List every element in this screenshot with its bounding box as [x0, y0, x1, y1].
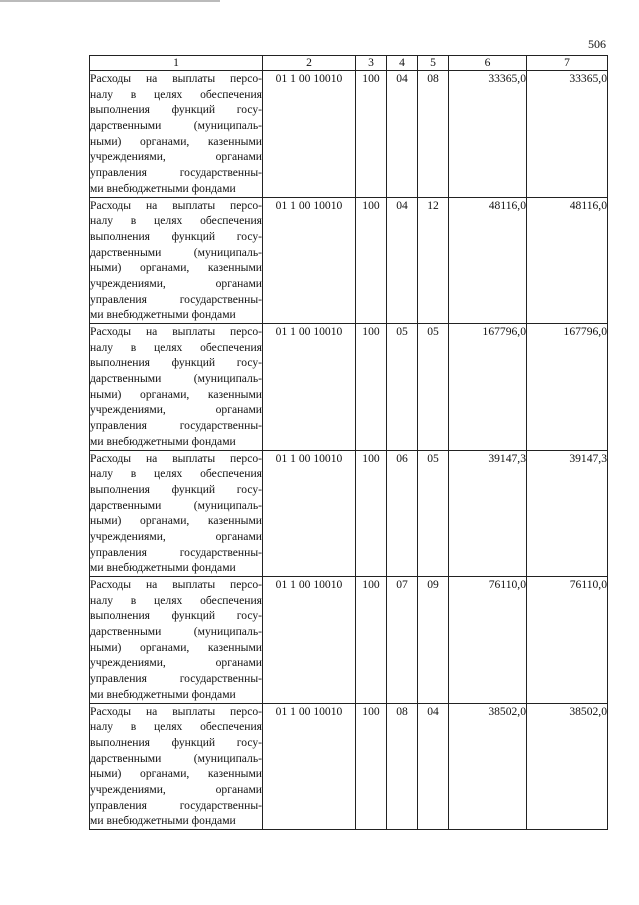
description-cell [90, 197, 263, 324]
description-line: ными) органами, казенными [90, 387, 262, 401]
page-number: 506 [588, 37, 606, 51]
col5-cell: 12 [418, 197, 449, 324]
description-line: ми внебюджетными фондами [90, 814, 236, 828]
col5-cell: 05 [418, 450, 449, 577]
description-cell [90, 450, 263, 577]
amount-col6-cell: 76110,0 [449, 577, 527, 704]
description-line: выполнения функций госу- [90, 609, 262, 623]
col3-cell: 100 [356, 197, 387, 324]
col3-cell: 100 [356, 450, 387, 577]
description-line: выполнения функций госу- [90, 103, 262, 117]
header-cell: 6 [449, 56, 527, 71]
table-row [90, 197, 608, 324]
description-line: налу в целях обеспечения [90, 720, 262, 734]
budget-code-cell: 01 1 00 10010 [263, 577, 356, 704]
description-line: ными) органами, казенными [90, 767, 262, 781]
description-line: выполнения функций госу- [90, 482, 262, 496]
col3-cell: 100 [356, 71, 387, 198]
description-line: ными) органами, казенными [90, 134, 262, 148]
col3-cell: 100 [356, 324, 387, 451]
description-line: учреждениями, органами [90, 656, 262, 670]
description-line: учреждениями, органами [90, 276, 262, 290]
description-line: Расходы на выплаты персо- [90, 72, 262, 85]
amount-col6-cell: 167796,0 [449, 324, 527, 451]
description-line: дарственными (муниципаль- [90, 245, 262, 259]
description-line: ми внебюджетными фондами [90, 181, 236, 195]
description-line: налу в целях обеспечения [90, 340, 262, 354]
description-line: ными) органами, казенными [90, 640, 262, 654]
description-line: ми внебюджетными фондами [90, 687, 236, 701]
description-line: ными) органами, казенными [90, 261, 262, 275]
description-line: дарственными (муниципаль- [90, 751, 262, 765]
budget-code-cell: 01 1 00 10010 [263, 197, 356, 324]
description-line: учреждениями, органами [90, 782, 262, 796]
description-line: управления государственны- [90, 419, 262, 433]
col3-cell: 100 [356, 577, 387, 704]
description-line: выполнения функций госу- [90, 735, 262, 749]
description-line: управления государственны- [90, 166, 262, 180]
description-line: Расходы на выплаты персо- [90, 325, 262, 338]
table-row [90, 703, 608, 830]
description-line: Расходы на выплаты персо- [90, 578, 262, 591]
description-line: дарственными (муниципаль- [90, 372, 262, 386]
amount-col7-cell: 33365,0 [527, 71, 608, 198]
col4-cell: 08 [387, 703, 418, 830]
amount-col6-cell: 48116,0 [449, 197, 527, 324]
description-line: учреждениями, органами [90, 150, 262, 164]
description-line: учреждениями, органами [90, 403, 262, 417]
col5-cell: 08 [418, 71, 449, 198]
header-cell: 1 [90, 56, 263, 71]
description-line: дарственными (муниципаль- [90, 625, 262, 639]
table-row [90, 71, 608, 198]
header-cell: 5 [418, 56, 449, 71]
header-cell: 4 [387, 56, 418, 71]
header-cell: 2 [263, 56, 356, 71]
col3-cell: 100 [356, 703, 387, 830]
description-line: дарственными (муниципаль- [90, 119, 262, 133]
description-line: Расходы на выплаты персо- [90, 704, 262, 718]
col4-cell: 04 [387, 71, 418, 198]
description-line: учреждениями, органами [90, 529, 262, 543]
description-line: налу в целях обеспечения [90, 467, 262, 481]
col4-cell: 04 [387, 197, 418, 324]
table-row [90, 450, 608, 577]
description-line: ми внебюджетными фондами [90, 308, 236, 322]
top-rule [0, 0, 220, 2]
col5-cell: 04 [418, 703, 449, 830]
amount-col6-cell: 38502,0 [449, 703, 527, 830]
description-line: дарственными (муниципаль- [90, 498, 262, 512]
description-line: налу в целях обеспечения [90, 87, 262, 101]
amount-col7-cell: 48116,0 [527, 197, 608, 324]
amount-col7-cell: 167796,0 [527, 324, 608, 451]
description-line: налу в целях обеспечения [90, 214, 262, 228]
description-line: Расходы на выплаты персо- [90, 198, 262, 212]
budget-code-cell: 01 1 00 10010 [263, 71, 356, 198]
description-line: управления государственны- [90, 292, 262, 306]
description-cell [90, 324, 263, 451]
header-cell: 7 [527, 56, 608, 71]
col5-cell: 05 [418, 324, 449, 451]
description-cell [90, 71, 263, 198]
budget-code-cell: 01 1 00 10010 [263, 450, 356, 577]
amount-col6-cell: 33365,0 [449, 71, 527, 198]
description-line: управления государственны- [90, 798, 262, 812]
description-line: управления государственны- [90, 672, 262, 686]
header-cell: 3 [356, 56, 387, 71]
description-cell [90, 577, 263, 704]
amount-col7-cell: 76110,0 [527, 577, 608, 704]
table-row [90, 324, 608, 451]
description-line: выполнения функций госу- [90, 356, 262, 370]
amount-col7-cell: 39147,3 [527, 450, 608, 577]
col4-cell: 06 [387, 450, 418, 577]
col5-cell: 09 [418, 577, 449, 704]
description-cell [90, 703, 263, 830]
budget-table [89, 55, 608, 830]
description-line: налу в целях обеспечения [90, 593, 262, 607]
description-line: ми внебюджетными фондами [90, 561, 236, 575]
amount-col6-cell: 39147,3 [449, 450, 527, 577]
header-row [90, 56, 608, 71]
budget-code-cell: 01 1 00 10010 [263, 703, 356, 830]
col4-cell: 07 [387, 577, 418, 704]
description-line: ми внебюджетными фондами [90, 434, 236, 448]
description-line: управления государственны- [90, 545, 262, 559]
description-line: Расходы на выплаты персо- [90, 451, 262, 465]
description-line: выполнения функций госу- [90, 229, 262, 243]
table-row [90, 577, 608, 704]
budget-code-cell: 01 1 00 10010 [263, 324, 356, 451]
description-line: ными) органами, казенными [90, 514, 262, 528]
amount-col7-cell: 38502,0 [527, 703, 608, 830]
col4-cell: 05 [387, 324, 418, 451]
